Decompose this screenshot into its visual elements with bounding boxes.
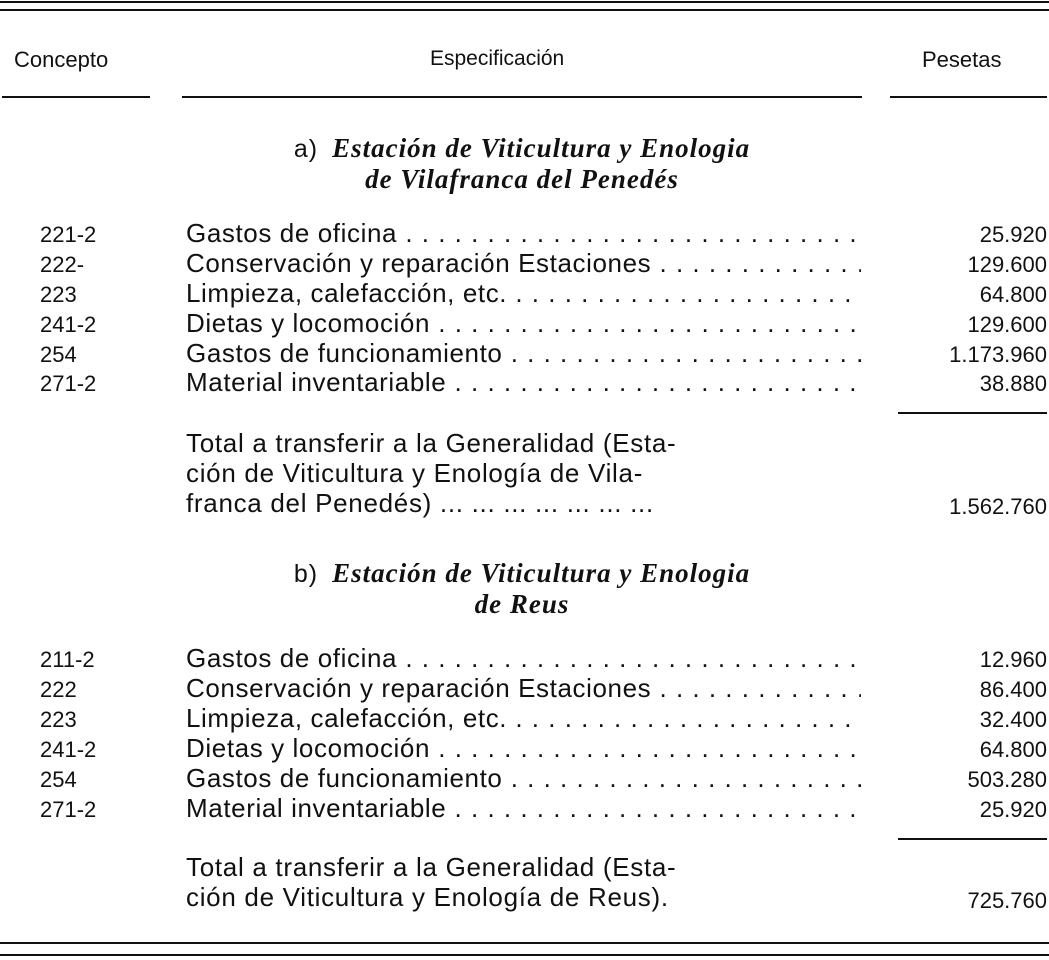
section-a-row-4-desc: Dietas y locomoción . . .: [186, 308, 861, 339]
top-rule-2: [0, 9, 1049, 11]
top-rule-1: [0, 1, 1049, 3]
section-a-row-6-code: 271-2: [40, 371, 97, 396]
section-a-row-2-code: 222-: [40, 252, 85, 277]
header-rule-concepto: [2, 96, 150, 98]
section-b-row-2-code: 222: [40, 677, 77, 702]
section-b-row-3-amount: 32.400: [979, 707, 1047, 732]
section-b-row-5-desc: Gastos de funcionamiento . . .: [186, 763, 861, 794]
section-b-total: [186, 852, 864, 912]
section-a-row-6-amount: 38.880: [979, 371, 1047, 396]
section-a-letter: a): [293, 135, 319, 163]
section-b-title-line2: de Reus: [474, 589, 570, 619]
section-a-row-3-amount: 64.800: [979, 282, 1047, 307]
section-b-total-line2: ción de Viticultura y Enología de Reus).: [186, 882, 669, 912]
section-a-row-3-code: 223: [40, 282, 77, 307]
section-a-row-2-amount: 129.600: [967, 252, 1047, 277]
section-b-row-4-code: 241-2: [40, 737, 97, 762]
section-b-letter: b): [293, 560, 319, 588]
header-concepto: Concepto: [14, 47, 109, 72]
section-b-total-amount: 725.760: [967, 888, 1047, 913]
section-b-row-1-code: 211-2: [40, 647, 95, 672]
section-b-row-5-amount: 503.280: [967, 767, 1047, 792]
section-a-row-3-desc: Limpieza, calefacción, etc. . . .: [186, 278, 861, 309]
header-rule-especificacion: [182, 96, 862, 98]
section-a-total-line2: ción de Viticultura y Enología de Vila-: [186, 458, 644, 488]
section-b-row-4-desc: Dietas y locomoción . . .: [186, 733, 861, 764]
section-b-title: [182, 558, 862, 619]
section-b-total-line1: Total a transferir a la Generalidad (Esta-: [186, 852, 677, 882]
section-a-row-4-amount: 129.600: [967, 312, 1047, 337]
section-a-row-5-desc: Gastos de funcionamiento . . .: [186, 338, 861, 369]
section-b-row-1-amount: 12.960: [979, 647, 1047, 672]
section-a-row-5-amount: 1.173.960: [949, 342, 1047, 367]
section-a-row-5-code: 254: [40, 342, 77, 367]
section-a-subtotal-rule: [898, 412, 1047, 414]
section-a-title-line2: de Vilafranca del Penedés: [365, 164, 679, 194]
section-a-row-1-code: 221-2: [40, 222, 97, 247]
bottom-rule-1: [0, 942, 1049, 944]
section-a-row-2-desc: Conservación y reparación Estaciones . . .: [186, 248, 861, 279]
header-rule-pesetas: [890, 96, 1047, 98]
section-a-total-amount: 1.562.760: [949, 494, 1047, 519]
section-a-title: [182, 133, 862, 194]
section-b-row-3-code: 223: [40, 707, 77, 732]
section-a-total-line1: Total a transferir a la Generalidad (Esta-: [186, 428, 677, 458]
section-a-row-4-code: 241-2: [40, 312, 97, 337]
section-a-row-6-desc: Material inventariable . . .: [186, 367, 861, 398]
section-a-title-line1: Estación de Viticultura y Enologia: [332, 133, 751, 163]
section-b-row-6-code: 271-2: [40, 797, 97, 822]
section-a-total-line3: franca del Penedés) ... ... ... ... ... ... ...: [186, 488, 654, 518]
header-especificacion: Especificación: [430, 47, 565, 70]
section-b-row-6-amount: 25.920: [979, 797, 1047, 822]
section-b-title-line1: Estación de Viticultura y Enologia: [332, 558, 751, 588]
section-a-row-1-desc: Gastos de oficina . . .: [186, 218, 861, 249]
section-b-subtotal-rule: [898, 838, 1047, 840]
section-b-row-2-amount: 86.400: [979, 677, 1047, 702]
bottom-rule-2: [0, 954, 1049, 956]
section-a-total: [186, 428, 864, 518]
section-b-row-4-amount: 64.800: [979, 737, 1047, 762]
header-pesetas: Pesetas: [922, 47, 1002, 72]
section-a-row-1-amount: 25.920: [979, 222, 1047, 247]
section-b-row-3-desc: Limpieza, calefacción, etc. . . .: [186, 703, 861, 734]
section-b-row-1-desc: Gastos de oficina . . .: [186, 643, 861, 674]
section-b-row-6-desc: Material inventariable . . .: [186, 793, 861, 824]
section-b-row-2-desc: Conservación y reparación Estaciones . . .: [186, 673, 861, 704]
section-b-row-5-code: 254: [40, 767, 77, 792]
